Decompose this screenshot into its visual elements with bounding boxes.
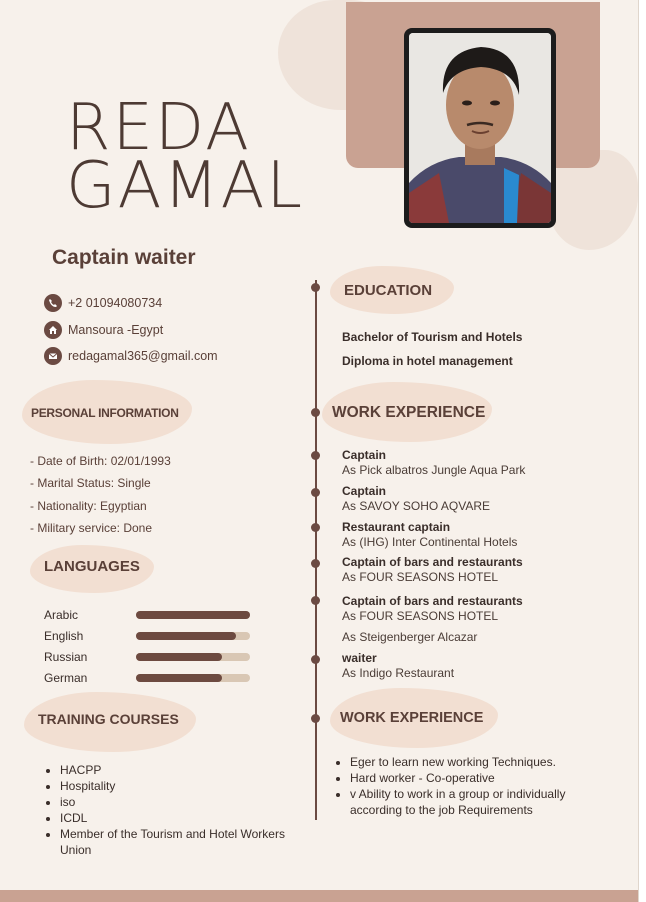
profile-photo xyxy=(409,33,551,223)
personal-info-item: - Military service: Done xyxy=(30,521,153,535)
language-level-bar xyxy=(136,632,250,640)
profile-photo-frame xyxy=(404,28,556,228)
job-place: As FOUR SEASONS HOTEL xyxy=(342,609,499,623)
timeline-line xyxy=(315,280,317,820)
contact-email xyxy=(44,347,218,365)
job-title: Restaurant captain xyxy=(342,520,451,534)
job-place: As (IHG) Inter Continental Hotels xyxy=(342,535,518,549)
timeline-dot xyxy=(311,283,320,292)
home-icon xyxy=(44,321,62,339)
training-item: • ICDL xyxy=(60,810,310,826)
education-heading: EDUCATION xyxy=(344,282,433,299)
personal-info-item: - Marital Status: Single xyxy=(30,476,151,490)
job-title: Captain waiter xyxy=(52,246,196,269)
contact-phone xyxy=(44,294,162,312)
contact-address xyxy=(44,321,163,339)
job-title: Captain xyxy=(342,448,387,462)
language-name: Arabic xyxy=(44,608,79,622)
training-item: • Member of the Tourism and Hotel Workers Union xyxy=(60,826,310,858)
address-text: Mansoura -Egypt xyxy=(68,323,164,337)
skills-heading: WORK EXPERIENCE xyxy=(340,710,484,726)
job-place: As FOUR SEASONS HOTEL xyxy=(342,570,499,584)
language-name: English xyxy=(44,629,84,643)
job-place: As Indigo Restaurant xyxy=(342,666,455,680)
phone-icon xyxy=(44,294,62,312)
timeline-dot xyxy=(311,596,320,605)
timeline-dot xyxy=(311,408,320,417)
skill-item: • v Ability to work in a group or individually according to the job Requirements xyxy=(350,786,610,818)
language-level-fill xyxy=(136,611,250,619)
job-title: Captain of bars and restaurants xyxy=(342,555,523,569)
skill-item: • Eger to learn new working Techniques. xyxy=(350,754,610,770)
timeline-dot xyxy=(311,488,320,497)
training-item: • HACPP xyxy=(60,762,310,778)
work-heading: WORK EXPERIENCE xyxy=(332,404,486,421)
language-level-bar xyxy=(136,611,250,619)
footer-bar xyxy=(0,890,638,902)
training-item: • Hospitality xyxy=(60,778,310,794)
first-name: REDA xyxy=(66,91,251,165)
languages-heading: LANGUAGES xyxy=(44,558,140,575)
timeline-dot xyxy=(311,714,320,723)
skills-list xyxy=(336,754,610,818)
personal-info-heading: PERSONAL INFORMATION xyxy=(31,406,179,420)
language-level-bar xyxy=(136,674,250,682)
job-title: Captain xyxy=(342,484,387,498)
personal-info-item: - Nationality: Egyptian xyxy=(30,499,147,513)
email-text: redagamal365@gmail.com xyxy=(68,349,218,363)
education-item: Bachelor of Tourism and Hotels xyxy=(342,330,523,344)
training-list xyxy=(46,762,310,858)
portrait-image xyxy=(409,33,551,223)
training-heading: TRAINING COURSES xyxy=(38,711,179,727)
language-level-bar xyxy=(136,653,250,661)
language-level-fill xyxy=(136,632,236,640)
timeline-dot xyxy=(311,451,320,460)
timeline-dot xyxy=(311,655,320,664)
job-place: As Pick albatros Jungle Aqua Park xyxy=(342,463,526,477)
timeline-dot xyxy=(311,523,320,532)
mail-icon xyxy=(44,347,62,365)
skill-item: • Hard worker - Co-operative xyxy=(350,770,610,786)
language-level-fill xyxy=(136,674,222,682)
job-title: Captain of bars and restaurants xyxy=(342,594,523,608)
language-name: Russian xyxy=(44,650,88,664)
language-level-fill xyxy=(136,653,222,661)
job-place: As SAVOY SOHO AQVARE xyxy=(342,499,491,513)
job-place: As Steigenberger Alcazar xyxy=(342,630,478,644)
timeline-dot xyxy=(311,559,320,568)
education-item: Diploma in hotel management xyxy=(342,354,513,368)
personal-info-item: - Date of Birth: 02/01/1993 xyxy=(30,454,171,468)
job-title: waiter xyxy=(342,651,377,665)
language-name: German xyxy=(44,671,88,685)
phone-text: +2 01094080734 xyxy=(68,296,163,310)
last-name: GAMAL xyxy=(66,149,305,223)
training-item: • iso xyxy=(60,794,310,810)
